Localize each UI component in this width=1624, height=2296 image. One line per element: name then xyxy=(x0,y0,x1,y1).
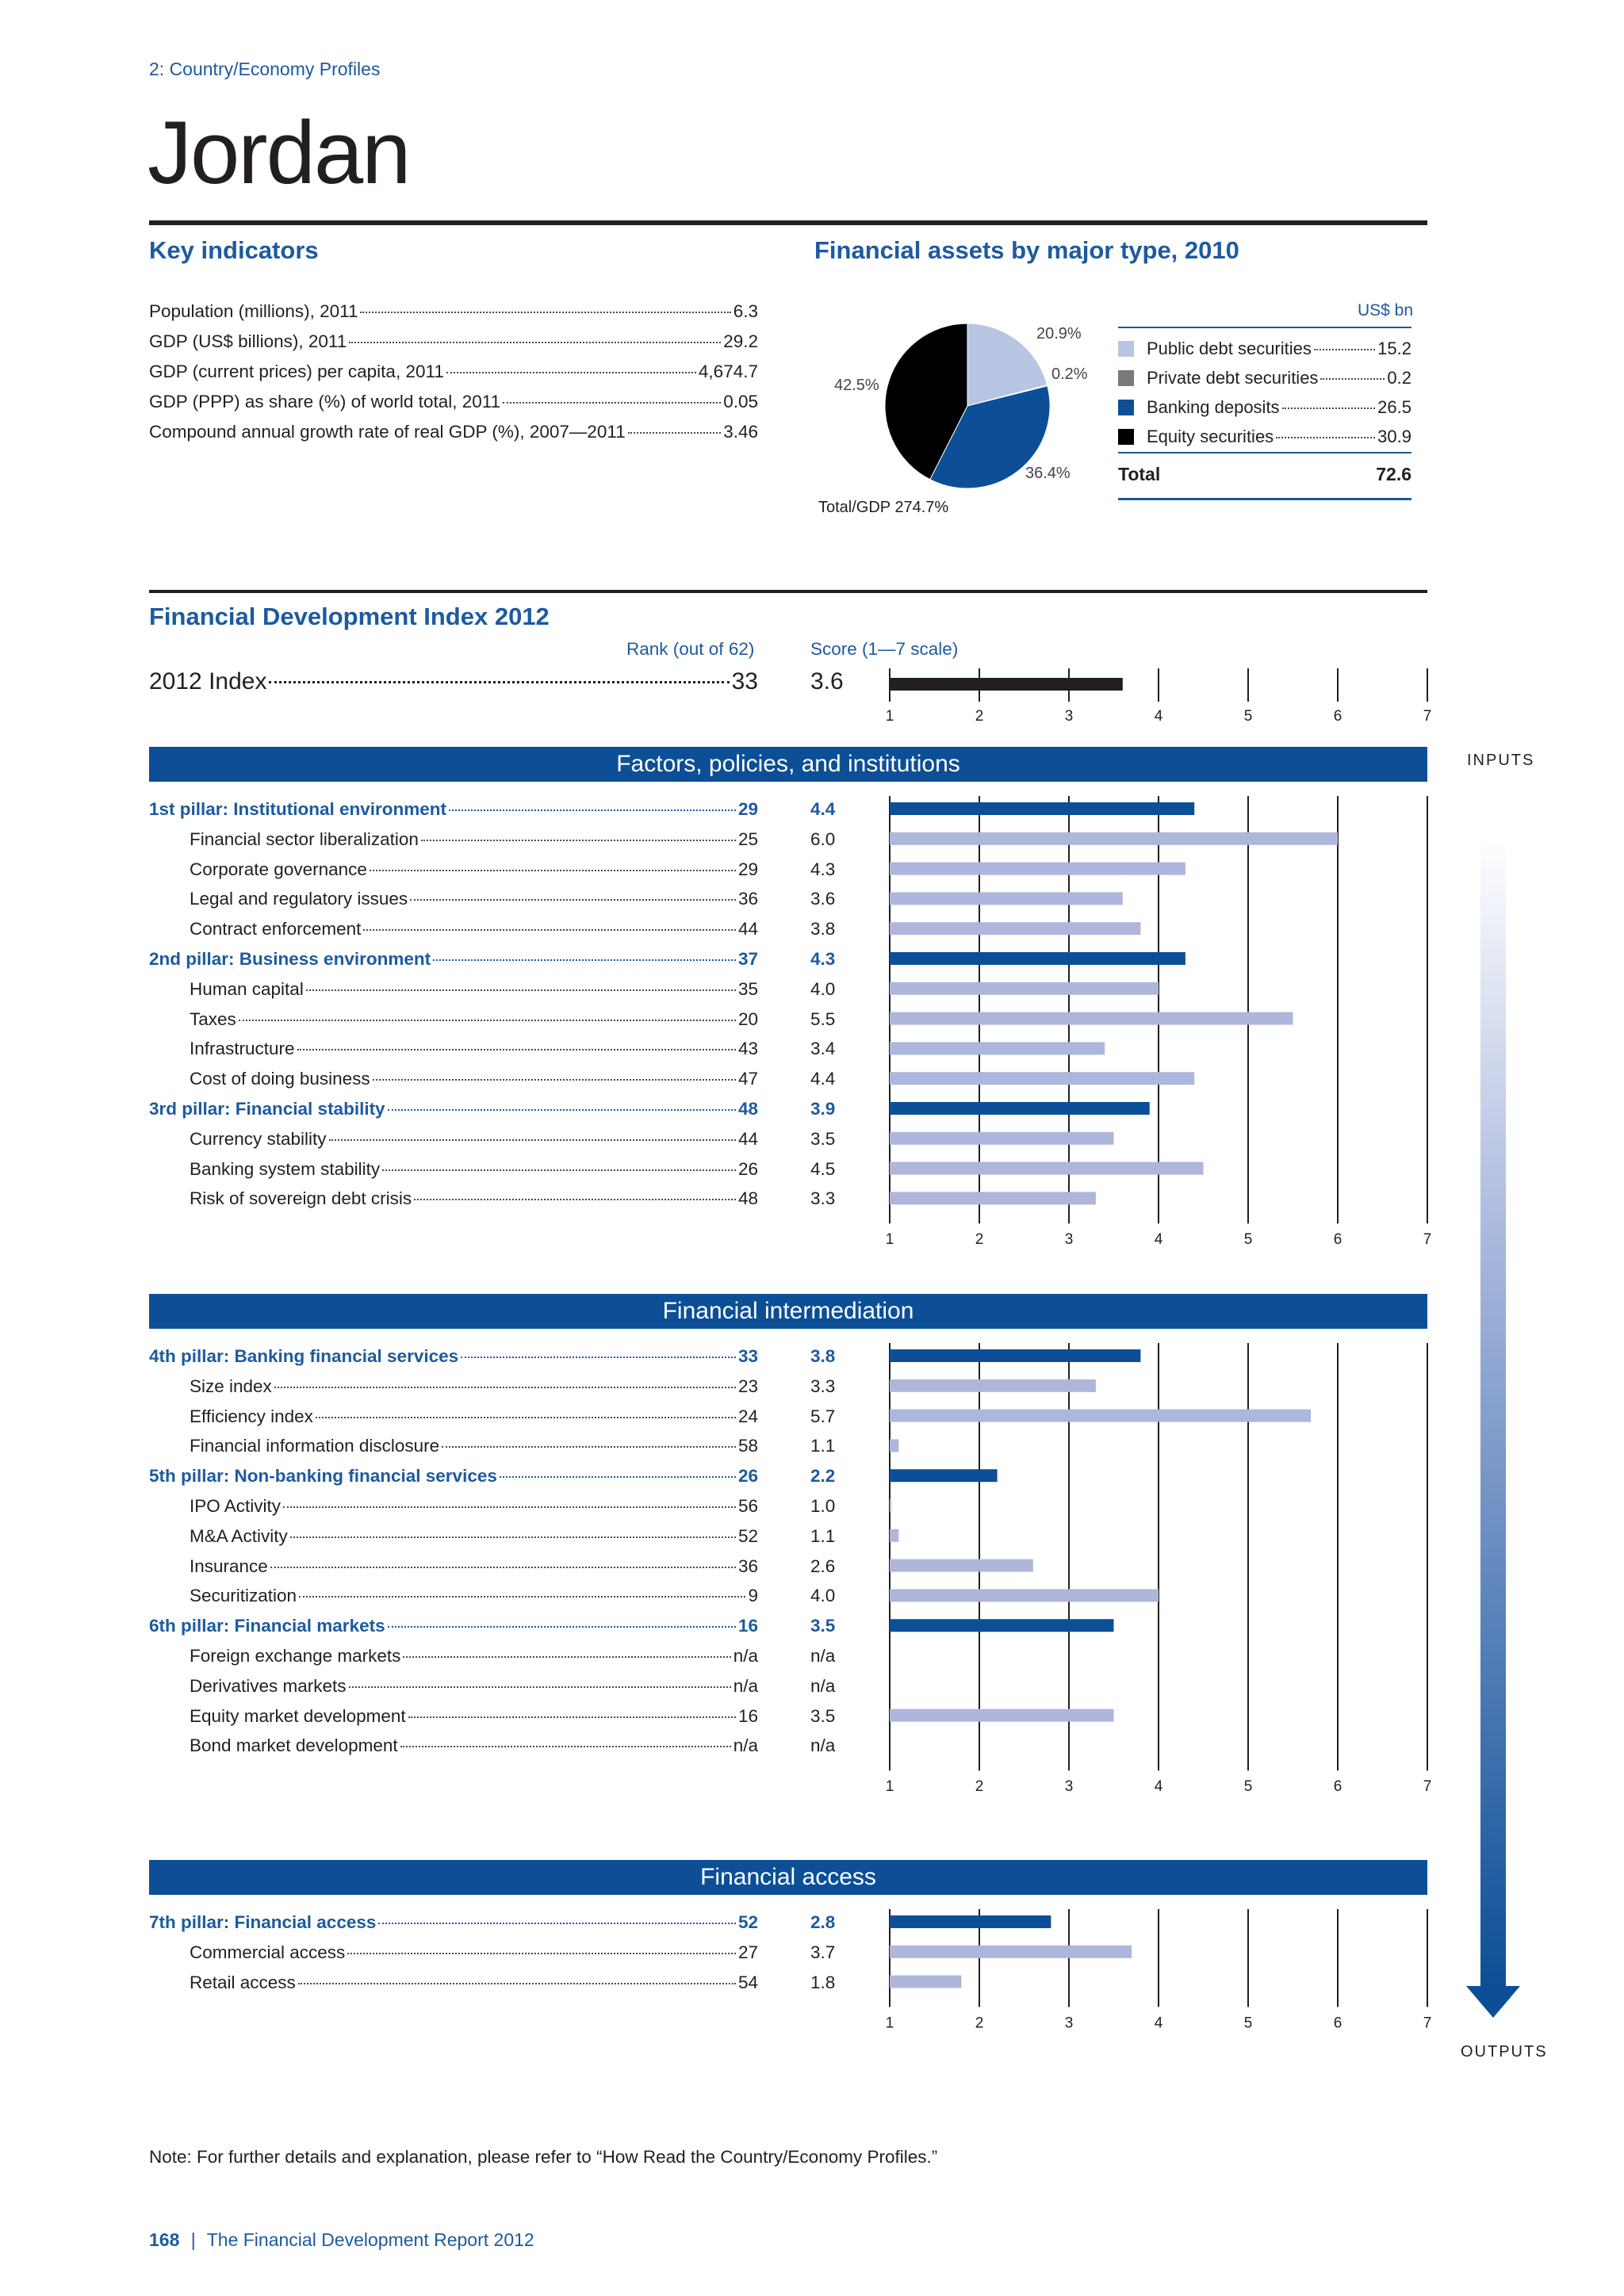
sub-indicator-row-value: 20 xyxy=(737,1008,758,1029)
sub-indicator-row-value: n/a xyxy=(733,1646,758,1666)
legend-total-label: Total xyxy=(1118,464,1161,484)
key-indicator-row-label: Population (millions), 2011 xyxy=(149,301,358,321)
sub-indicator-bar xyxy=(890,1559,1033,1572)
sub-indicator-bar xyxy=(890,982,1159,995)
sub-indicator-bar xyxy=(890,1709,1114,1722)
score-value: 3.5 xyxy=(810,1705,836,1726)
sub-indicator-row-label: Financial sector liberalization xyxy=(190,828,419,849)
score-value: 3.5 xyxy=(810,1616,836,1636)
pillar-row-value: 33 xyxy=(737,1346,758,1366)
axis-tick-label: 3 xyxy=(1064,1231,1074,1249)
pillar-row-value: 16 xyxy=(737,1616,758,1636)
total-gdp-ratio: Total/GDP 274.7% xyxy=(818,499,949,516)
sub-indicator-row xyxy=(190,1129,758,1156)
sub-indicator-row-value: 44 xyxy=(737,919,758,939)
rank-column-header: Rank (out of 62) xyxy=(626,639,755,659)
pillar-row xyxy=(149,1616,758,1643)
sub-indicator-bar xyxy=(890,1946,1132,1958)
sub-indicator-row-value: 25 xyxy=(737,828,758,849)
axis-tick-label: 3 xyxy=(1064,1778,1074,1796)
legend-bottom-rule xyxy=(1118,498,1411,500)
sub-indicator-row xyxy=(190,979,758,1006)
pillar-row-value: 48 xyxy=(737,1099,758,1119)
axis-tick-label: 3 xyxy=(1064,2015,1074,2032)
sub-indicator-row xyxy=(190,1009,758,1036)
sub-indicator-bar xyxy=(890,863,1185,875)
footer-separator: | xyxy=(190,2229,196,2250)
index-bar-chart xyxy=(872,668,1443,724)
sub-indicator-row-value: 27 xyxy=(737,1942,758,1962)
top-divider xyxy=(149,220,1427,225)
sub-indicator-row-value: 26 xyxy=(737,1158,758,1179)
legend-unit: US$ bn xyxy=(1358,301,1414,320)
legend-item-label: Private debt securities xyxy=(1147,368,1319,388)
sub-indicator-row xyxy=(190,919,758,946)
pie-label-private-debt: 0.2% xyxy=(1051,365,1088,383)
sub-indicator-row-label: Currency stability xyxy=(190,1128,327,1149)
legend-item xyxy=(1118,339,1411,365)
key-indicator-row-value: 3.46 xyxy=(723,422,758,442)
sub-indicator-row xyxy=(190,1526,758,1553)
sub-indicator-row-label: Foreign exchange markets xyxy=(190,1646,401,1666)
sub-indicator-row-value: 9 xyxy=(748,1586,758,1606)
pillar-row-value: 29 xyxy=(737,799,758,819)
pillar-row xyxy=(149,799,758,826)
sub-indicator-row xyxy=(190,1942,758,1969)
sub-indicator-row-value: 58 xyxy=(737,1436,758,1456)
pillar-bar xyxy=(890,1102,1150,1115)
sub-indicator-row-value: 36 xyxy=(737,1556,758,1576)
key-indicator-row xyxy=(149,331,758,360)
key-indicator-row-label: GDP (US$ billions), 2011 xyxy=(149,331,347,351)
fdi-divider xyxy=(149,590,1427,593)
score-value: n/a xyxy=(810,1675,836,1696)
pillar-row-label: 1st pillar: Institutional environment xyxy=(149,799,447,819)
axis-tick-label: 6 xyxy=(1333,708,1342,724)
sub-indicator-row-label: Size index xyxy=(190,1376,272,1396)
key-indicator-row-label: GDP (PPP) as share (%) of world total, 2011 xyxy=(149,392,501,411)
index-label: 2012 Index xyxy=(149,668,267,695)
sub-indicator-row-label: Contract enforcement xyxy=(190,919,362,939)
score-value: 1.8 xyxy=(810,1972,836,1992)
index-bar xyxy=(890,678,1123,691)
axis-tick-label: 7 xyxy=(1423,708,1432,724)
sub-indicator-bar xyxy=(890,1529,898,1542)
pillar-row-label: 6th pillar: Financial markets xyxy=(149,1616,385,1636)
sub-indicator-row-value: 44 xyxy=(737,1128,758,1149)
sub-indicator-row-value: 54 xyxy=(737,1972,758,1992)
axis-tick-label: 2 xyxy=(975,708,984,724)
key-indicator-row-value: 4,674.7 xyxy=(698,362,758,381)
score-value: 3.7 xyxy=(810,1942,836,1962)
legend-total-value: 72.6 xyxy=(1376,464,1411,484)
sub-indicator-row-label: Commercial access xyxy=(190,1942,346,1962)
sub-indicator-row xyxy=(190,1735,758,1762)
sub-indicator-row-label: Insurance xyxy=(190,1556,268,1576)
legend-item-label: Equity securities xyxy=(1147,427,1274,446)
score-value: 3.3 xyxy=(810,1188,836,1209)
legend-swatch xyxy=(1118,400,1134,415)
pillar-row-value: 26 xyxy=(737,1466,758,1487)
pillar-row-value: 37 xyxy=(737,949,758,969)
pillar-row-label: 3rd pillar: Financial stability xyxy=(149,1099,385,1119)
sub-indicator-bar xyxy=(890,1162,1204,1175)
axis-tick-label: 7 xyxy=(1423,1231,1432,1249)
sub-indicator-row xyxy=(190,1436,758,1463)
legend-top-rule xyxy=(1118,327,1411,328)
pillar-bar xyxy=(890,952,1185,965)
legend-swatch xyxy=(1118,429,1134,445)
score-value: 3.4 xyxy=(810,1039,836,1059)
legend-item xyxy=(1118,368,1411,395)
axis-tick-label: 4 xyxy=(1154,1231,1163,1249)
score-value: 4.0 xyxy=(810,1586,836,1606)
outputs-label: OUTPUTS xyxy=(1461,2043,1548,2061)
legend-item-label: Banking deposits xyxy=(1147,397,1280,417)
section-band: Financial intermediation xyxy=(149,1294,1427,1329)
pie-label-banking-deposits: 36.4% xyxy=(1025,465,1071,482)
sub-indicator-row xyxy=(190,1069,758,1096)
sub-indicator-bar xyxy=(890,892,1123,905)
score-value: 1.0 xyxy=(810,1496,836,1516)
pillar-row xyxy=(149,1466,758,1493)
sub-indicator-bar xyxy=(890,1439,898,1452)
key-indicator-row-value: 0.05 xyxy=(723,392,758,411)
axis-tick-label: 6 xyxy=(1333,2015,1342,2032)
score-value: 4.4 xyxy=(810,799,836,819)
axis-tick-label: 5 xyxy=(1243,1778,1253,1796)
score-value: 3.8 xyxy=(810,1346,836,1366)
score-value: 1.1 xyxy=(810,1525,836,1546)
pie-label-public-debt: 20.9% xyxy=(1036,325,1082,342)
axis-tick-label: 1 xyxy=(885,1778,894,1796)
fdi-title: Financial Development Index 2012 xyxy=(149,603,550,630)
sub-indicator-row xyxy=(190,1376,758,1403)
sub-indicator-row-label: M&A Activity xyxy=(190,1525,288,1546)
legend-total-rule xyxy=(1118,452,1411,453)
pillar-row-label: 4th pillar: Banking financial services xyxy=(149,1346,459,1366)
sub-indicator-row-value: n/a xyxy=(733,1675,758,1696)
axis-tick-label: 7 xyxy=(1423,1778,1432,1796)
key-indicator-row-label: Compound annual growth rate of real GDP (%), 2007—2011 xyxy=(149,422,626,442)
key-indicator-row-label: GDP (current prices) per capita, 2011 xyxy=(149,362,444,381)
pillar-bar xyxy=(890,802,1194,815)
pillar-bar-chart xyxy=(872,796,1443,1271)
score-value: n/a xyxy=(810,1735,836,1756)
sub-indicator-row xyxy=(190,1556,758,1583)
score-value: n/a xyxy=(810,1646,836,1666)
axis-tick-label: 2 xyxy=(975,2015,984,2032)
footnote: Note: For further details and explanation, please refer to “How Read the Country/Economy Profiles.” xyxy=(149,2147,938,2167)
pillar-bar-chart xyxy=(872,1909,1443,2054)
sub-indicator-row xyxy=(190,1586,758,1613)
sub-indicator-row-value: 29 xyxy=(737,859,758,879)
legend-swatch xyxy=(1118,370,1134,386)
sub-indicator-row-label: Cost of doing business xyxy=(190,1069,370,1089)
inputs-label: INPUTS xyxy=(1467,752,1535,769)
key-indicator-row-value: 6.3 xyxy=(733,301,758,321)
legend-swatch xyxy=(1118,341,1134,357)
pillar-row-label: 7th pillar: Financial access xyxy=(149,1912,377,1932)
sub-indicator-bar xyxy=(890,1499,891,1512)
pillar-row-label: 2nd pillar: Business environment xyxy=(149,949,431,969)
axis-tick-label: 2 xyxy=(975,1778,984,1796)
score-value: 3.5 xyxy=(810,1128,836,1149)
sub-indicator-row xyxy=(190,1406,758,1433)
score-value: 3.3 xyxy=(810,1376,836,1396)
sub-indicator-row-label: Securitization xyxy=(190,1586,297,1606)
axis-tick-label: 1 xyxy=(885,1231,894,1249)
axis-tick-label: 3 xyxy=(1064,708,1074,724)
score-value: 5.5 xyxy=(810,1008,836,1029)
sub-indicator-bar xyxy=(890,1192,1096,1204)
inputs-outputs-arrow xyxy=(1463,836,1526,2026)
axis-tick-label: 4 xyxy=(1154,2015,1163,2032)
sub-indicator-row-value: 47 xyxy=(737,1069,758,1089)
legend-item xyxy=(1118,397,1411,424)
score-value: 4.3 xyxy=(810,949,836,969)
score-value: 3.9 xyxy=(810,1099,836,1119)
axis-tick-label: 1 xyxy=(885,708,894,724)
pillar-row-value: 52 xyxy=(737,1912,758,1932)
sub-indicator-row xyxy=(190,829,758,856)
index-row xyxy=(149,668,758,695)
pillar-bar xyxy=(890,1915,1051,1928)
sub-indicator-row-value: 52 xyxy=(737,1525,758,1546)
pillar-bar xyxy=(890,1349,1140,1362)
index-score: 3.6 xyxy=(810,668,844,695)
sub-indicator-bar xyxy=(890,922,1140,935)
sub-indicator-bar xyxy=(890,832,1338,845)
page-footer xyxy=(149,2229,534,2251)
key-indicator-row xyxy=(149,301,758,330)
financial-assets-title: Financial assets by major type, 2010 xyxy=(814,236,1239,264)
sub-indicator-row xyxy=(190,1496,758,1523)
sub-indicator-bar xyxy=(890,1012,1293,1025)
pillar-row xyxy=(149,949,758,976)
sub-indicator-row-value: 48 xyxy=(737,1188,758,1209)
sub-indicator-row xyxy=(190,889,758,916)
sub-indicator-bar xyxy=(890,1380,1096,1392)
axis-tick-label: 1 xyxy=(885,2015,894,2032)
score-value: 2.2 xyxy=(810,1466,836,1487)
sub-indicator-row-label: IPO Activity xyxy=(190,1496,282,1516)
sub-indicator-row xyxy=(190,1646,758,1673)
sub-indicator-row xyxy=(190,1039,758,1066)
sub-indicator-row xyxy=(190,1188,758,1215)
axis-tick-label: 5 xyxy=(1243,1231,1253,1249)
breadcrumb: 2: Country/Economy Profiles xyxy=(149,59,381,79)
sub-indicator-row-label: Derivatives markets xyxy=(190,1675,347,1696)
key-indicator-row-value: 29.2 xyxy=(723,331,758,351)
score-value: 2.8 xyxy=(810,1912,836,1932)
sub-indicator-row-label: Equity market development xyxy=(190,1705,406,1726)
sub-indicator-row-value: 24 xyxy=(737,1406,758,1426)
key-indicator-row xyxy=(149,392,758,420)
sub-indicator-row-label: Human capital xyxy=(190,978,304,999)
pillar-bar-chart xyxy=(872,1343,1443,1818)
score-value: 6.0 xyxy=(810,828,836,849)
sub-indicator-row-label: Corporate governance xyxy=(190,859,367,879)
score-value: 4.4 xyxy=(810,1069,836,1089)
score-value: 2.6 xyxy=(810,1556,836,1576)
axis-tick-label: 6 xyxy=(1333,1231,1342,1249)
sub-indicator-row-label: Risk of sovereign debt crisis xyxy=(190,1188,412,1209)
sub-indicator-row xyxy=(190,1676,758,1703)
sub-indicator-row-value: 35 xyxy=(737,978,758,999)
axis-tick-label: 6 xyxy=(1333,1778,1342,1796)
sub-indicator-row-label: Retail access xyxy=(190,1972,296,1992)
sub-indicator-row-value: 23 xyxy=(737,1376,758,1396)
page-title: Jordan xyxy=(147,103,410,202)
section-band: Financial access xyxy=(149,1860,1427,1895)
sub-indicator-row-value: 56 xyxy=(737,1496,758,1516)
pillar-bar xyxy=(890,1619,1114,1632)
legend-item-value: 15.2 xyxy=(1377,339,1411,358)
axis-tick-label: 7 xyxy=(1423,2015,1432,2032)
report-title: The Financial Development Report 2012 xyxy=(206,2229,534,2250)
sub-indicator-row-value: 43 xyxy=(737,1039,758,1059)
pie-label-equity: 42.5% xyxy=(834,377,879,394)
sub-indicator-bar xyxy=(890,1976,961,1988)
pillar-row xyxy=(149,1912,758,1939)
score-value: 3.6 xyxy=(810,889,836,909)
axis-tick-label: 5 xyxy=(1243,2015,1253,2032)
section-band: Factors, policies, and institutions xyxy=(149,747,1427,782)
sub-indicator-row-value: 16 xyxy=(737,1705,758,1726)
score-value: 4.0 xyxy=(810,978,836,999)
sub-indicator-bar xyxy=(890,1410,1311,1422)
sub-indicator-row-label: Financial information disclosure xyxy=(190,1436,440,1456)
sub-indicator-row-value: n/a xyxy=(733,1735,758,1756)
score-value: 3.8 xyxy=(810,919,836,939)
score-value: 4.5 xyxy=(810,1158,836,1179)
index-rank: 33 xyxy=(731,668,758,695)
sub-indicator-row xyxy=(190,1159,758,1186)
legend-item-value: 30.9 xyxy=(1377,427,1411,446)
pillar-row-label: 5th pillar: Non-banking financial services xyxy=(149,1466,497,1487)
sub-indicator-bar xyxy=(890,1072,1194,1085)
sub-indicator-row-value: 36 xyxy=(737,889,758,909)
sub-indicator-bar xyxy=(890,1132,1114,1145)
score-value: 5.7 xyxy=(810,1406,836,1426)
sub-indicator-bar xyxy=(890,1042,1105,1054)
sub-indicator-row xyxy=(190,859,758,886)
legend-item-label: Public debt securities xyxy=(1147,339,1312,358)
sub-indicator-row-label: Taxes xyxy=(190,1008,236,1029)
pillar-bar xyxy=(890,1469,998,1482)
sub-indicator-row-label: Efficiency index xyxy=(190,1406,313,1426)
sub-indicator-row-label: Bond market development xyxy=(190,1735,398,1756)
axis-tick-label: 5 xyxy=(1243,708,1253,724)
sub-indicator-row-label: Legal and regulatory issues xyxy=(190,889,408,909)
sub-indicator-bar xyxy=(890,1589,1159,1601)
legend-item xyxy=(1118,427,1411,453)
score-value: 1.1 xyxy=(810,1436,836,1456)
legend-total xyxy=(1118,464,1411,485)
pillar-row xyxy=(149,1099,758,1126)
page-number: 168 xyxy=(149,2229,180,2250)
axis-tick-label: 4 xyxy=(1154,708,1163,724)
score-column-header: Score (1—7 scale) xyxy=(810,639,959,659)
axis-tick-label: 2 xyxy=(975,1231,984,1249)
key-indicator-row xyxy=(149,422,758,450)
score-value: 4.3 xyxy=(810,859,836,879)
sub-indicator-row-label: Banking system stability xyxy=(190,1158,381,1179)
key-indicators-title: Key indicators xyxy=(149,236,319,264)
pillar-row xyxy=(149,1346,758,1373)
sub-indicator-row xyxy=(190,1973,758,1999)
legend-item-value: 26.5 xyxy=(1377,397,1411,417)
legend-item-value: 0.2 xyxy=(1387,368,1411,388)
sub-indicator-row-label: Infrastructure xyxy=(190,1039,295,1059)
sub-indicator-row xyxy=(190,1706,758,1733)
axis-tick-label: 4 xyxy=(1154,1778,1163,1796)
key-indicator-row xyxy=(149,362,758,390)
